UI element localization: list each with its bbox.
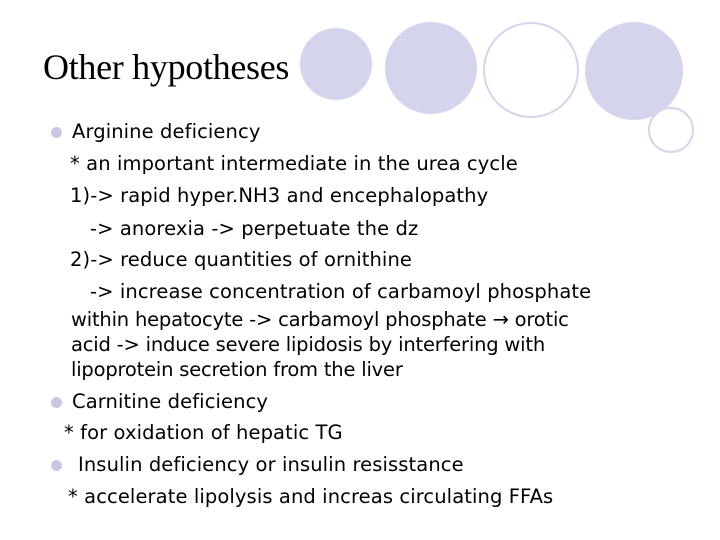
slide-title: Other hypotheses xyxy=(43,47,290,87)
body-line: -> increase concentration of carbamoyl phosphate xyxy=(90,280,592,303)
bullet-arginine: Arginine deficiency xyxy=(72,120,261,143)
bullet-carnitine: Carnitine deficiency xyxy=(72,390,269,413)
bullet-icon xyxy=(51,397,62,408)
body-line: 1)-> rapid hyper.NH3 and encephalopathy xyxy=(70,184,489,207)
deco-circle-3 xyxy=(585,22,683,120)
body-line: * accelerate lipolysis and increas circulating FFAs xyxy=(68,485,554,508)
deco-circle-2 xyxy=(385,22,477,114)
body-line: acid -> induce severe lipidosis by interfering with xyxy=(71,333,545,356)
deco-ring-2 xyxy=(648,107,694,153)
deco-circle-1 xyxy=(300,28,372,100)
body-line: -> anorexia -> perpetuate the dz xyxy=(90,217,419,240)
body-line: lipoprotein secretion from the liver xyxy=(71,358,403,381)
body-line: * for oxidation of hepatic TG xyxy=(64,421,343,444)
bullet-icon xyxy=(51,127,62,138)
body-line: 2)-> reduce quantities of ornithine xyxy=(70,248,413,271)
bullet-insulin: Insulin deficiency or insulin resisstance xyxy=(78,453,464,476)
body-line: * an important intermediate in the urea cycle xyxy=(70,152,518,175)
deco-ring-1 xyxy=(483,22,579,118)
body-line: within hepatocyte -> carbamoyl phosphate → orotic xyxy=(71,308,569,331)
bullet-icon xyxy=(51,460,62,471)
